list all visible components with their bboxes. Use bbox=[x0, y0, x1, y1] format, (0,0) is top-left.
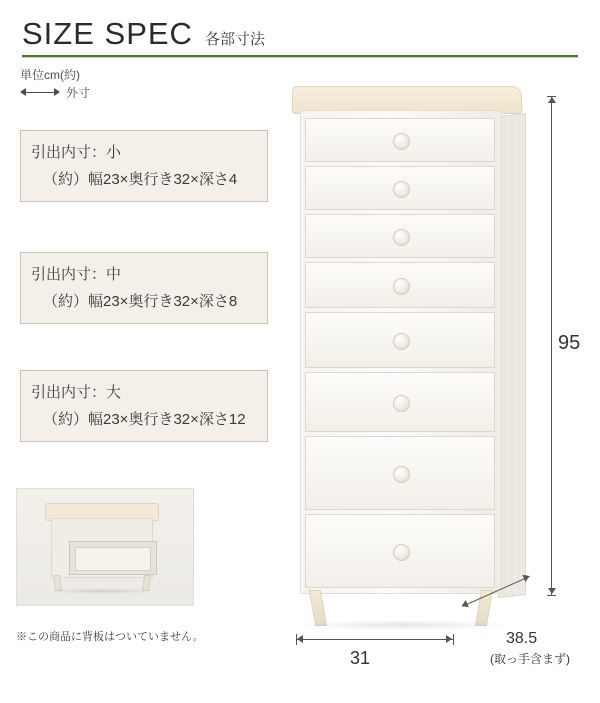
dimension-label-depth: 38.5 bbox=[506, 630, 538, 647]
arrow-right-icon bbox=[446, 635, 452, 643]
drawer-knob-icon[interactable] bbox=[393, 544, 410, 561]
cabinet-side-panel bbox=[498, 113, 526, 598]
header-divider-shadow bbox=[22, 57, 578, 58]
page-subtitle: 各部寸法 bbox=[205, 31, 266, 48]
drawer-knob-icon[interactable] bbox=[393, 229, 410, 246]
drawer-4[interactable] bbox=[305, 262, 495, 308]
spec-box-small bbox=[20, 130, 268, 202]
drawer-knob-icon[interactable] bbox=[393, 395, 410, 412]
dimension-label-height: 95 bbox=[558, 332, 581, 354]
backboard-note: ※この商品に背板はついていません。 bbox=[16, 631, 204, 643]
drawer-8[interactable] bbox=[305, 514, 495, 588]
dimension-label-depth-note: (取っ手含まず) bbox=[490, 652, 570, 666]
drawer-7[interactable] bbox=[305, 436, 495, 510]
drawer-6[interactable] bbox=[305, 372, 495, 432]
double-arrow-icon bbox=[20, 87, 60, 99]
dimension-cap-right bbox=[453, 634, 454, 645]
drawer-knob-icon[interactable] bbox=[393, 181, 410, 198]
page-header bbox=[0, 0, 600, 58]
legend-outer-dimension bbox=[20, 84, 90, 101]
drawer-knob-icon[interactable] bbox=[393, 133, 410, 150]
spec-box-medium bbox=[20, 252, 268, 324]
dimension-label-width: 31 bbox=[350, 648, 371, 668]
arrow-left-icon bbox=[297, 635, 303, 643]
unit-note: 単位cm(約) bbox=[20, 68, 80, 82]
spec-medium-detail: （約）幅23×奥行き32×深さ8 bbox=[43, 293, 238, 310]
dimension-cap-bottom bbox=[547, 595, 556, 596]
inset-open-drawer bbox=[69, 541, 157, 575]
dimension-line-width bbox=[296, 639, 454, 640]
arrow-down-icon bbox=[548, 588, 556, 594]
page-title: SIZE SPEC bbox=[22, 16, 193, 51]
spec-small-title: 引出内寸：小 bbox=[31, 144, 122, 161]
floor-shadow bbox=[296, 620, 511, 630]
spec-large-title: 引出内寸：大 bbox=[31, 384, 122, 401]
drawer-knob-icon[interactable] bbox=[393, 333, 410, 350]
dimension-line-height bbox=[551, 96, 552, 596]
spec-large-detail: （約）幅23×奥行き32×深さ12 bbox=[43, 411, 246, 428]
product-illustration bbox=[286, 86, 536, 634]
drawer-knob-icon[interactable] bbox=[393, 278, 410, 295]
inset-floor-shadow bbox=[47, 588, 157, 594]
drawer-2[interactable] bbox=[305, 166, 495, 210]
drawer-3[interactable] bbox=[305, 214, 495, 258]
legend-label: 外寸 bbox=[66, 86, 91, 100]
drawer-1[interactable] bbox=[305, 118, 495, 162]
spec-box-large bbox=[20, 370, 268, 442]
drawer-knob-icon[interactable] bbox=[393, 466, 410, 483]
arrow-up-icon bbox=[548, 97, 556, 103]
spec-small-detail: （約）幅23×奥行き32×深さ4 bbox=[43, 171, 238, 188]
inset-product-photo bbox=[16, 488, 194, 606]
spec-medium-title: 引出内寸：中 bbox=[31, 266, 122, 283]
drawer-5[interactable] bbox=[305, 312, 495, 368]
